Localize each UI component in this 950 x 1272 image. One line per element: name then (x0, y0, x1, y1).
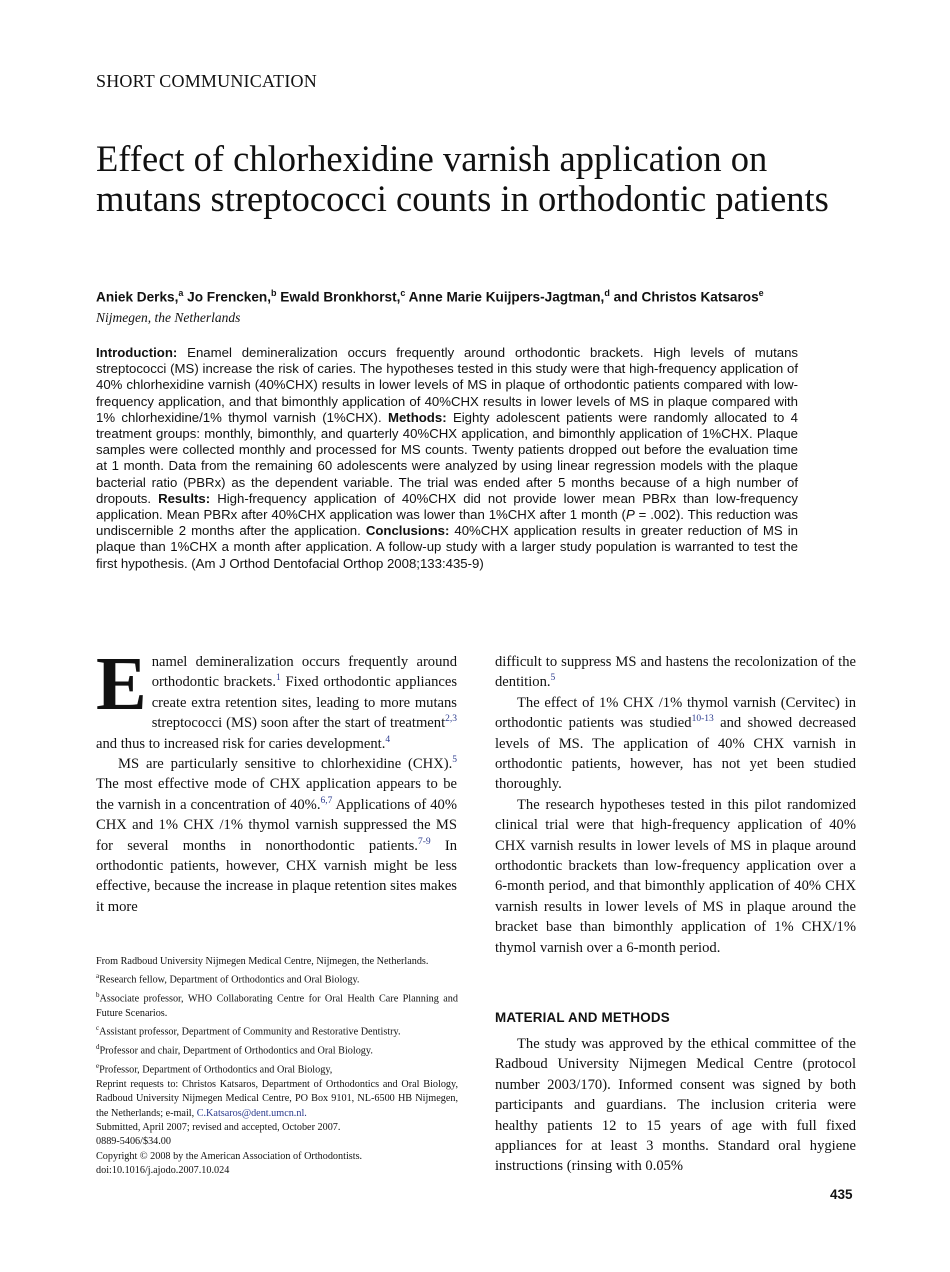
author-affiliation-marker: c (400, 288, 406, 298)
body-paragraph (495, 693, 856, 795)
abstract-conclusions-label: Conclusions: (365, 523, 450, 539)
footnote-affiliation (96, 1059, 458, 1078)
body-paragraph: The study was approved by the ethical committee of the Radboud University Nijmegen Medical Centre (protocol number 2003/170). Informed consent was signed by both participants and guardians. The inclusion criteria were healthy patients 12 to 15 years of age with full fixed appliances for at least 3 months. Standard oral hygiene instructions (rinsing with 0.05% (495, 1036, 856, 1175)
citation-link[interactable]: 2,3 (445, 714, 457, 725)
body-text: Fixed orthodontic appliances create extra retention sites, leading to more mutans streptococci (MS) soon after the start of treatment (151, 674, 458, 732)
abstract-introduction-label: Introduction: (96, 345, 178, 360)
reprint-text: Reprint requests to: Christos Katsaros, Department of Orthodontics and Oral Biology, Radboud University Nijmegen Medical Centre, PO Box 9101, NL-6500 HB Nijmegen, the Netherlands; e-mail, (96, 1078, 458, 1119)
body-column-right (495, 652, 856, 958)
email-link[interactable]: C.Katsaros@dent.umcn.nl. (196, 1107, 307, 1119)
abstract-p-value-symbol: P (625, 507, 635, 523)
affiliation-marker: e (96, 1062, 100, 1070)
citation-link[interactable]: 4 (385, 734, 391, 745)
author-affiliation-marker: a (178, 288, 184, 298)
abstract-results-text: = .002). This reduction was undiscernible 2 months after the application. (96, 507, 798, 539)
footnote-doi: doi:10.1016/j.ajodo.2007.10.024 (96, 1165, 230, 1177)
footnote-affiliation (96, 1021, 458, 1040)
affiliation-text: Professor, Department of Orthodontics and Oral Biology, (99, 1064, 333, 1076)
body-text: MS are particularly sensitive to chlorhexidine (CHX). (118, 756, 453, 773)
body-text: Applications of 40% CHX and 1% CHX /1% thymol varnish suppressed the MS for several months in nonorthodontic patients. (96, 796, 457, 854)
body-paragraph (96, 642, 458, 754)
author-affiliation-marker: b (271, 288, 277, 298)
footnote-affiliation (96, 1040, 458, 1059)
author-affiliation-marker: d (604, 288, 610, 298)
body-paragraph (495, 652, 856, 693)
section-label: SHORT COMMUNICATION (96, 71, 317, 91)
footnote-reprint-requests (96, 1078, 458, 1121)
affiliation-marker: d (96, 1043, 100, 1052)
methods-column (495, 1034, 856, 1177)
footnotes (96, 955, 458, 1179)
body-text: The most effective mode of CHX application appears to be the varnish in a concentration of 40%. (96, 776, 457, 813)
author-location: Nijmegen, the Netherlands (96, 310, 241, 325)
abstract (96, 345, 798, 572)
citation-link[interactable]: 7-9 (417, 836, 431, 847)
citation-link[interactable]: 10-13 (691, 714, 714, 725)
affiliation-marker: a (96, 972, 100, 981)
body-text: namel demineralization occurs frequently around orthodontic brackets. (151, 654, 457, 691)
citation-link[interactable]: 6,7 (320, 795, 333, 806)
body-text: and thus to increased risk for caries development. (96, 735, 386, 752)
abstract-results-label: Results: (158, 490, 211, 506)
footnote-institution: From Radboud University Nijmegen Medical Centre, Nijmegen, the Netherlands. (96, 956, 429, 967)
body-column-left (96, 642, 458, 917)
author-name: Jo Frencken, (183, 289, 272, 305)
author-name: Ewald Bronkhorst, (276, 289, 401, 305)
affiliation-text: Research fellow, Department of Orthodontics and Oral Biology. (99, 974, 360, 986)
author-name: Anne Marie Kuijpers-Jagtman, (405, 289, 605, 305)
body-text: The effect of 1% CHX /1% thymol varnish (Cervitec) in orthodontic patients was studied (495, 694, 856, 732)
body-paragraph: The research hypotheses tested in this pilot randomized clinical trial were that high-frequency application of 40% CHX varnish results in lower levels of MS in plaque around orthodontic brackets than low-frequency application over a 6-month period, and that bimonthly application of 40% CHX varnish results in lower levels of MS in plaque around the bracket base than bimonthly application of 1% CHX/1% thymol varnish over a 6-month period. (495, 796, 856, 956)
footnote-affiliation (96, 988, 458, 1021)
body-text: and showed decreased levels of MS. The application of 40% CHX varnish in orthodontic patients, however, has not yet been studied thoroughly. (495, 715, 856, 793)
affiliation-text: Professor and chair, Department of Orthodontics and Oral Biology. (99, 1045, 373, 1057)
affiliation-text: Associate professor, WHO Collaborating Centre for Oral Health Care Planning and Future Scenarios. (96, 993, 458, 1019)
article-title: Effect of chlorhexidine varnish application on mutans streptococci counts in orthodontic patients (96, 138, 829, 219)
author-affiliation-marker: e (758, 288, 764, 298)
footnote-issn: 0889-5406/$34.00 (96, 1136, 171, 1148)
footnote-copyright: Copyright © 2008 by the American Association of Orthodontists. (96, 1150, 363, 1162)
abstract-introduction-text: Enamel demineralization occurs frequently around orthodontic brackets. High levels of mutans streptococci (MS) increase the risk of caries. The hypotheses tested in this study were that high-frequency application of 40% chlorhexidine varnish (40%CHX) results in lower levels of MS in plaque of orthodontic patients compared with low-frequency application, and that bimonthly application of 40%CHX results in lower levels of MS in plaque compared with 1% chlorhexidine/1% thymol varnish (1%CHX). (96, 345, 798, 425)
abstract-conclusions-text: 40%CHX application results in greater reduction of MS in plaque than 1%CHX a month after application. A follow-up study with a larger study population is warranted to test the first hypothesis. (Am J Orthod Dentofacial Orthop 2008;133:435-9) (96, 523, 798, 571)
drop-cap: E (96, 642, 147, 726)
affiliation-marker: c (96, 1024, 100, 1033)
body-paragraph (96, 754, 457, 917)
citation-link[interactable]: 5 (550, 673, 556, 684)
author-name: and Christos Katsaros (609, 289, 759, 305)
footnote-affiliation (96, 969, 458, 988)
footnote-submitted: Submitted, April 2007; revised and accepted, October 2007. (96, 1122, 341, 1134)
page-number: 435 (830, 1187, 853, 1202)
body-text: In orthodontic patients, however, CHX varnish might be less effective, because the increase in plaque retention sites makes it more (96, 837, 457, 915)
abstract-methods-label: Methods: (387, 409, 447, 425)
affiliation-text: Assistant professor, Department of Community and Restorative Dentistry. (99, 1026, 401, 1038)
abstract-results-text: High-frequency application of 40%CHX did not provide lower mean PBRx than low-frequency application. Mean PBRx after 40%CHX application was lower than 1%CHX after 1 month ( (96, 490, 798, 523)
citation-link[interactable]: 5 (452, 755, 457, 766)
author-list (96, 288, 764, 305)
author-name: Aniek Derks, (96, 289, 179, 305)
citation-link[interactable]: 1 (275, 673, 281, 684)
abstract-methods-text: Eighty adolescent patients were randomly allocated to 4 treatment groups: monthly, bimonthly, and quarterly 40%CHX application, and bimonthly application of 1%CHX. Plaque samples were collected monthly and processed for MS counts. Twenty patients dropped out before the evaluation time at 1 month. Data from the remaining 60 adolescents were analyzed by using linear regression models with the plaque bacterial ratio (PBRx) as the dependent variable. The trial was ended after 5 months because of a high number of dropouts. (96, 409, 799, 506)
section-heading-methods: MATERIAL AND METHODS (495, 1010, 670, 1025)
affiliation-marker: b (96, 991, 100, 1000)
body-text: difficult to suppress MS and hastens the recolonization of the dentition. (495, 654, 856, 691)
